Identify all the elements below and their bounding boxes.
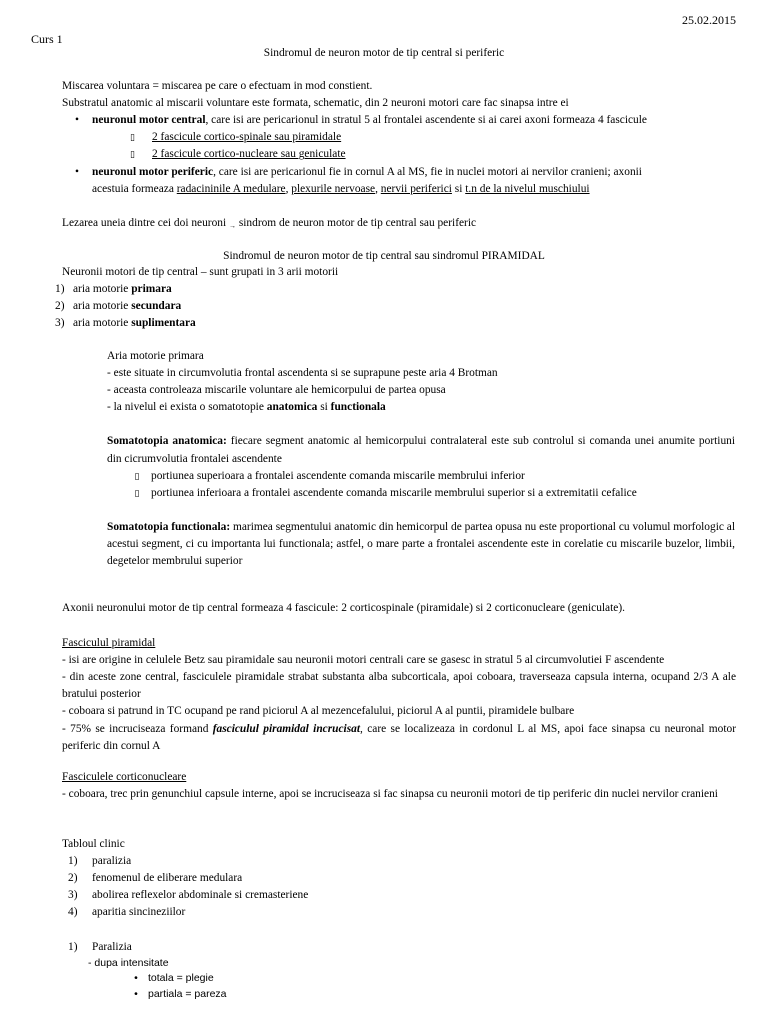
fasciculele-corticonucleare-section: Fasciculele corticonucleare - coboara, trec prin genunchiul capsule interne, apoi se incruciseaza si fac sinapsa cu neuronii motori de tip periferic din nuclei nervilor cranieni xyxy=(62,769,736,803)
bullet-icon: • xyxy=(75,114,79,127)
bullet-item: • neuronul motor central, care isi are pericarionul in stratul 5 al frontalei ascendente si ai carei axoni formeaza 4 fascicule xyxy=(62,112,736,129)
term-bold: neuronul motor central xyxy=(92,114,206,127)
intro-line: Miscarea voluntara = miscarea pe care o efectuam in mod constient. xyxy=(62,80,373,92)
bullet-item: • totala = plegie xyxy=(68,971,736,987)
subsection-title: Aria motorie primara xyxy=(107,350,204,362)
sub-item: ▯ 2 fascicule cortico-nucleare sau geniculate xyxy=(62,146,736,163)
square-bullet-icon: ▯ xyxy=(130,149,135,160)
square-bullet-icon: ▯ xyxy=(134,487,140,498)
list-item: 3) aria motorie suplimentara xyxy=(55,317,196,330)
sub-item: ▯ 2 fascicule cortico-spinale sau piramidale xyxy=(62,129,736,146)
intro-line: Substratul anatomic al miscarii voluntare este formata, schematic, din 2 neuroni motori care fac sinapsa intre ei xyxy=(62,97,569,110)
somatotopia-functionala: Somatotopia functionala: marimea segmentului anatomic din hemicorpul de partea opusa nu este proportional cu volumul morfologic al acestui segment, ci cu importanta lui functionala; astfel, o mare parte a frontalei ascendente este in corelatie cu miscarile buzelor, limbii, degetelor membrului superior xyxy=(107,520,736,568)
arrow-icon: → xyxy=(228,221,236,230)
subsection-title: Tabloul clinic xyxy=(62,838,125,850)
subsection-title: Fasciculul piramidal xyxy=(62,637,156,649)
list-item: 1) Paralizia xyxy=(68,940,132,953)
list-item: 2) fenomenul de eliberare medulara xyxy=(68,872,243,885)
section-title: Sindromul de neuron motor de tip central sau sindromul PIRAMIDAL xyxy=(223,250,545,262)
list-item: 4) aparitia sincineziilor xyxy=(68,906,186,919)
sub-item: ▯ portiunea inferioara a frontalei ascendente comanda miscarile membrului superior si a extremitatii cefalice xyxy=(123,485,735,502)
arii-list xyxy=(55,281,729,332)
arii-intro: Neuronii motori de tip central – sunt grupati in 3 arii motorii xyxy=(62,266,339,278)
document-date: 25.02.2015 xyxy=(682,13,736,27)
course-label: Curs 1 xyxy=(31,32,63,46)
axoni-line: Axonii neuronului motor de tip central formeaza 4 fascicule: 2 corticospinale (piramidale) si 2 corticonucleare (geniculate). xyxy=(62,602,625,614)
tabloul-clinic-section: Tabloul clinic 1) paralizia 2) fenomenul de eliberare medulara 3) abolirea reflexelor abdominale si cremasteriene 4) aparitia sincineziilor 1) Paralizia - dupa intensitate • totala = plegie • partiala = pareza xyxy=(62,836,736,1003)
somatotopia-anatomica: Somatotopia anatomica: fiecare segment anatomic al hemicorpului contralateral este sub controlul si comanda unei anumite portiuni din cicrumvolutia frontalei ascendente xyxy=(107,435,735,465)
bullet-icon: • xyxy=(75,165,79,178)
term-bold: neuronul motor periferic xyxy=(92,165,214,178)
list-item: 2) aria motorie secundara xyxy=(55,300,182,313)
aria-primara-section: Aria motorie primara - este situate in circumvolutia frontal ascendenta si se suprapune peste aria 4 Brotman - aceasta controleaza miscarile voluntare ale hemicorpului de partea opusa - la nivelul ei exista o somatotopie anatomica si functionala Somatotopia anatomica: fiecare segment anatomic al hemicorpului contralateral este sub controlul si comanda unei anumite portiuni din cicrumvolutia frontalei ascendente ▯ portiunea superioara a frontalei ascendente comanda miscarile membrului inferior ▯ portiunea inferioara a frontalei ascendente comanda miscarile membrului superior si a extremitatii cefalice Somatotopia functionala: marimea segmentului anatomic din hemicorpul de partea opusa nu este proportional cu volumul morfologic al acestui segment, ci cu importanta lui functionala; astfel, o mare parte a frontalei ascendente este in corelatie cu miscarile buzelor, limbii, degetelor membrului superior xyxy=(107,348,735,570)
subsection-title: Fasciculele corticonucleare xyxy=(62,771,187,783)
fasciculul-piramidal-section: Fasciculul piramidal - isi are origine in celulele Betz sau piramidale sau neuronii motori centrali care se gasesc in stratul 5 al circumvolutiei F ascendente - din aceste zone central, fasciculele piramidale strabat substanta alba subcorticala, apoi coboara, traverseaza capsula interna, ocupand 2/3 A ale bratului posterior - coboara si patrund in TC ocupand pe rand piciorul A al mezencefalului, piciorul A al puntii, piramidele bulbare - 75% se incruciseaza formand fasciculul piramidal incrucisat, care se localizeaza in cordonul L al MS, apoi face sinapsa cu neuronal motor periferic din cornul A xyxy=(62,637,736,752)
bullet-icon: • xyxy=(134,988,138,1001)
square-bullet-icon: ▯ xyxy=(130,132,135,143)
arii-section xyxy=(62,264,736,281)
square-bullet-icon: ▯ xyxy=(134,470,140,481)
list-item: 1) aria motorie primara xyxy=(55,283,172,295)
bullet-continuation: acestuia formeaza radacininile A medulare, plexurile nervoase, nervii periferici si t.n de la nivelul muschiului xyxy=(92,182,590,195)
bullet-item: • neuronul motor periferic, care isi are pericarionul fie in cornul A al MS, fie in nuclei motori ai nervilor cranieni; axonii xyxy=(62,164,736,181)
bullet-icon: • xyxy=(134,972,138,985)
bullet-item: • partiala = pareza xyxy=(68,987,736,1003)
document-title: Sindromul de neuron motor de tip central si periferic xyxy=(263,47,505,59)
list-item: 3) abolirea reflexelor abdominale si cremasteriene xyxy=(68,889,309,902)
list-item: 1) paralizia xyxy=(68,855,132,868)
sub-item: ▯ portiunea superioara a frontalei ascendente comanda miscarile membrului inferior xyxy=(123,468,735,485)
intro-section xyxy=(62,78,736,232)
lezare-line: Lezarea uneia dintre cei doi neuroni → sindrom de neuron motor de tip central sau periferic xyxy=(62,216,477,230)
